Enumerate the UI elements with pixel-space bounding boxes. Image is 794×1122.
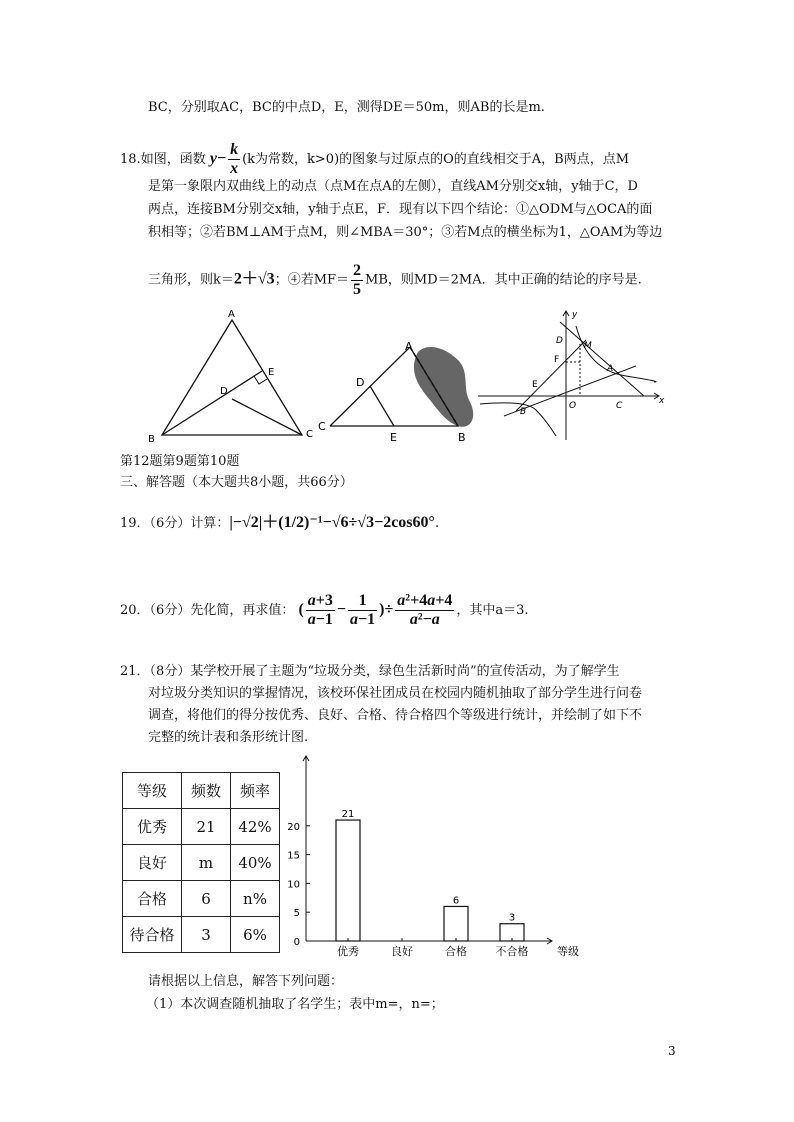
bar-0 [336,820,360,941]
label-E: E [390,431,397,444]
table-cell: 6 [182,881,231,917]
table-cell: 21 [182,809,231,845]
q17-tail: BC，分别取AC，BC的中点D，E，测得DE＝50m，则AB的长是m. [148,100,545,115]
q21-question-1: （1）本次调查随机抽取了名学生；表中m=，n=； [146,997,444,1012]
table-cell: 6% [231,917,280,953]
table-cell: 40% [231,845,280,881]
figure-caption: 第12题第9题第10题 [120,454,240,469]
x-tick-label: 合格 [445,945,467,958]
x-tick-label: 优秀 [337,945,359,958]
table-cell: n% [231,881,280,917]
label-y: y [572,310,578,320]
q18-text: 如图，函数 [140,151,206,167]
label-D: D [556,336,563,346]
pond-shape [414,347,473,427]
q21-line2: 对垃圾分类知识的掌握情况，该校环保社团成员在校园内随机抽取了部分学生进行问卷 [148,686,643,701]
y-tick-label: 0 [293,937,300,948]
q18-function [209,141,242,177]
var-y: y [209,149,217,167]
table-row [123,809,280,845]
q19 [120,515,439,531]
math-2-plus-sqrt3: 2＋√3 [233,270,275,288]
q20-expression: ( $\frac{a+3}{a-1}$ − $\frac{1}{a-1}$ )÷ $\frac{\text{a²+4a+4}}{\text{a²−a}}$ [298,592,453,628]
label-E: E [532,380,538,390]
page-number: 3 [668,1044,676,1058]
table-cell: 待合格 [123,917,182,953]
q21-line3: 调查，将他们的得分按优秀、良好、合格、待合格四个等级进行统计，并绘制了如下不 [148,708,643,723]
label-O: O [569,401,577,411]
table-row [123,845,280,881]
q18-number: 18. [120,151,141,167]
table-header: 等级 [123,773,182,809]
label-x: x [659,396,665,406]
label-C: C [616,401,623,411]
frac-num: k [230,141,239,158]
table-header: 频数 [182,773,231,809]
table-cell: 合格 [123,881,182,917]
q20 [120,592,528,628]
y-tick-label: 10 [287,879,300,891]
bar-chart [282,748,592,963]
q18-text: ；④若MF＝ [274,272,350,288]
q19-label: 19．（6分）计算： [120,516,230,531]
frac-num: 2 [353,262,362,279]
q18-line4: 积相等；②若BM⊥AM于点M，则∠MBA＝30°；③若M点的横坐标为1，△OAM为等边 [148,225,663,240]
q18-text: MB，则MD＝2MA．其中正确的结论的序号是. [365,272,642,288]
y-tick-label: 15 [287,850,300,862]
table-header-row [123,773,280,809]
q19-tail: . [434,516,440,531]
label-M: M [584,341,592,351]
label-B: B [520,407,527,417]
label-E: E [268,367,275,378]
label-F: F [554,355,560,365]
label-B: B [148,434,155,445]
table-cell: m [182,845,231,881]
bar-2 [444,906,468,941]
q18-line5 [148,262,642,298]
label-B: B [458,431,466,444]
x-tick-label: 不合格 [495,945,529,958]
data-label: 21 [341,809,355,821]
label-D: D [356,376,365,389]
table-cell: 优秀 [123,809,182,845]
table-header: 频率 [231,773,280,809]
label-D: D [220,386,228,397]
table-cell: 良好 [123,845,182,881]
q19-expression: |−√2|＋(1/2)⁻¹−√6÷√3−2cos60° [229,514,435,531]
label-A: A [228,309,235,320]
q20-tail: ，其中a＝3. [456,602,529,618]
q18-line2: 是第一象限内双曲线上的动点（点M在点A的左侧），直线AM分别交x轴，y轴于C，D [148,179,638,194]
label-C: C [306,429,313,440]
y-tick-label: 20 [287,821,300,833]
op-minus: − [216,149,227,167]
data-label: 6 [452,895,460,907]
q20-label: 20．（6分）先化简，再求值： [120,602,295,618]
x-axis-label: 等级 [557,945,579,958]
x-tick-label: 良好 [391,945,413,958]
q21-intro: 请根据以上信息，解答下列问题： [148,974,344,989]
table-row [123,917,280,953]
y-tick-label: 5 [293,908,300,920]
frac-den: x [230,159,239,177]
figure-triangle-abc [140,305,330,445]
frac-2-over-5 [351,262,363,298]
q21-line1: 21．（8分）某学校开展了主题为“垃圾分类，绿色生活新时尚”的宣传活动，为了解学生 [120,664,620,679]
q18-text: (k为常数，k>0)的图象与过原点的O的直线相交于A，B两点，点M [242,151,630,167]
frac-k-over-x [228,141,240,177]
frac-den: 5 [353,280,362,298]
figure-hyperbola-coords [476,308,671,448]
section-heading: 三、解答题（本大题共8小题，共66分） [120,475,353,490]
data-label: 3 [508,912,516,924]
table-row [123,881,280,917]
q18-line1 [120,141,629,177]
label-C: C [318,420,326,433]
q18-line3: 两点，连接BM分别交x轴，y轴于点E，F．现有以下四个结论：①△ODM与△OCA的面 [148,202,653,217]
figure-pond-triangle [310,330,485,450]
label-A: A [405,340,413,353]
table-cell: 42% [231,809,280,845]
table-cell: 3 [182,917,231,953]
q18-text: 三角形，则k＝ [148,272,234,288]
label-A: A [607,364,614,374]
stat-table [122,772,280,953]
q21-line4: 完整的统计表和条形统计图. [148,730,309,745]
